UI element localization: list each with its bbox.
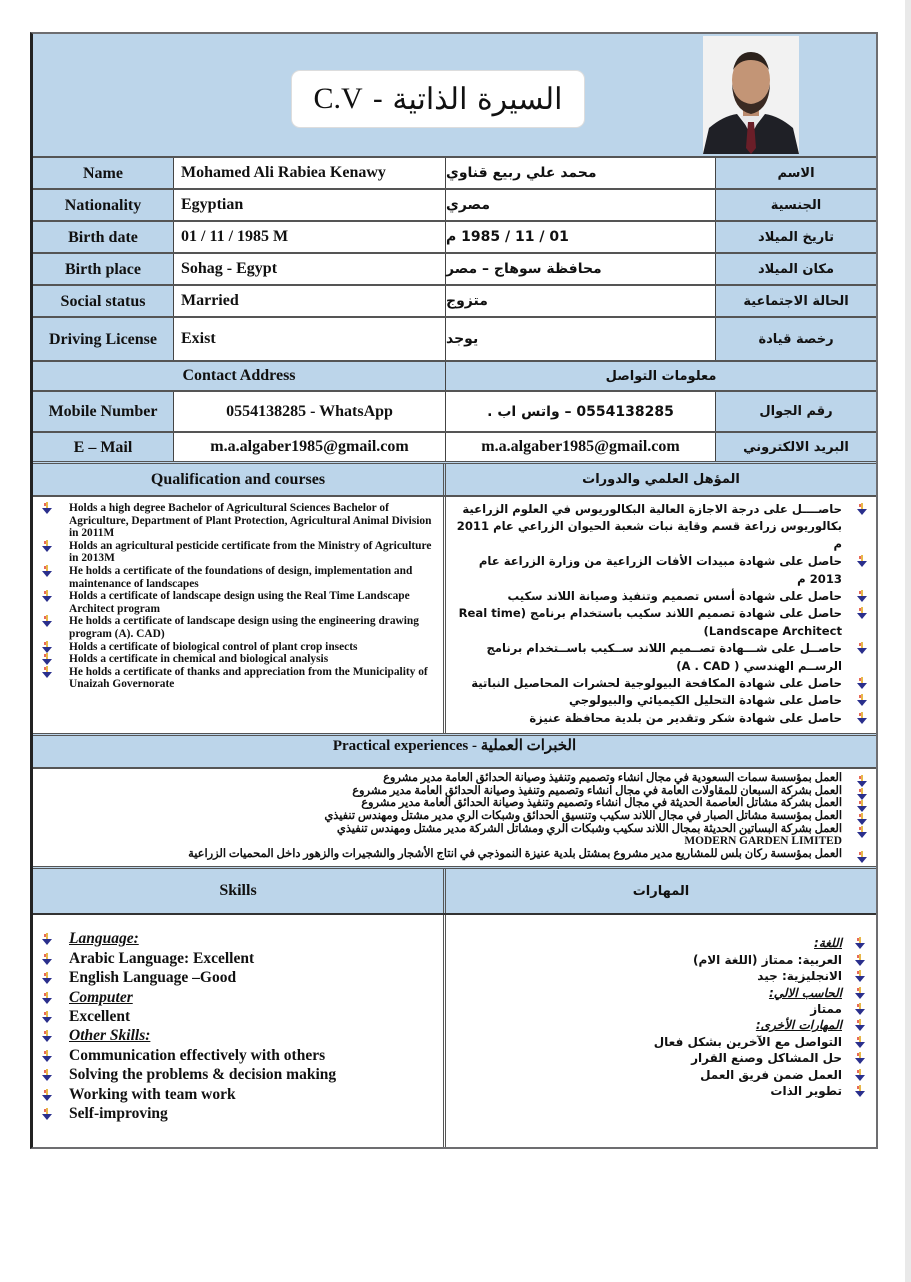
arrow-bullet-icon (856, 694, 868, 706)
field-label-en: Social status (33, 286, 174, 316)
qualification-item-ar (450, 675, 872, 692)
field-value-ar: محمد علي ربيع قناوي (446, 158, 716, 188)
experience-item-text: العمل بمؤسسة ركان بلس للمشاريع مدير مشروع بمشتل بلدية عنيزة النموذجي في انتاج الأشجار والشجيرات والزهور داخل المحميات الزراعية (188, 847, 842, 860)
experience-item (37, 823, 872, 836)
skill-item-ar (452, 1083, 870, 1099)
email-value-ar[interactable]: m.a.algaber1985@gmail.com (446, 433, 716, 461)
page-edge (905, 0, 911, 1282)
qualifications-body (33, 495, 876, 733)
arrow-bullet-icon (41, 666, 53, 678)
skill-item-en-text: English Language –Good (69, 969, 237, 987)
qualification-item-ar (450, 692, 872, 709)
qualifications-list-en (33, 497, 446, 733)
qualification-item-ar-text: حاصل على شهادة أسس تصميم وتنفيذ وصيانة اللاند سكيب (507, 589, 842, 604)
arrow-bullet-icon (41, 1069, 53, 1081)
mobile-label-en: Mobile Number (33, 392, 174, 431)
skill-item-en (37, 988, 439, 1007)
experience-item (37, 785, 872, 798)
qualification-item-ar-text: حاصــــل على درجة الاجازة العالية البكالوريوس في العلوم الزراعية بكالوريوس زراعة قسم وقاية نبات شعبة الحيوان الزراعي عام 2011 م (456, 502, 842, 551)
mobile-value-ar: 0554138285 – واتس اب . (446, 392, 716, 431)
personal-row (33, 156, 876, 188)
cv-header (33, 34, 876, 156)
field-value-en: Egyptian (174, 190, 446, 220)
skill-item-ar-text: الحاسب الالي: (768, 985, 842, 1000)
qualifications-heading-ar: المؤهل العلمي والدورات (582, 472, 740, 487)
arrow-bullet-icon (41, 1030, 53, 1042)
qualification-item-ar-text: حاصل على شهادة تصميم اللاند سكيب باستخدام برنامج (Real time Landscape Architect) (458, 606, 842, 638)
qualification-item-en-text: Holds a certificate of biological control of plant crop insects (69, 640, 358, 653)
arrow-bullet-icon (41, 992, 53, 1004)
skill-item-ar-text: المهارات الأخرى: (755, 1018, 842, 1033)
qualification-item-en-text: He holds a certificate of the foundations of design, implementation and maintenance of landscapes (69, 564, 413, 590)
qualification-item-en-text: Holds a high degree Bachelor of Agricultural Sciences Bachelor of Agriculture, Department of Plant Protection, Agricultural Animal Division in 2011M (69, 502, 432, 540)
qualification-item-ar-text: حاصل على شهادة شكر وتقدير من بلدية محافظة عنيزة (529, 710, 842, 725)
experience-item-text: العمل بمؤسسة سمات السعودية في مجال انشاء وتصميم وتنفيذ وصيانة الحدائق العامة مدير مشروع (383, 772, 842, 785)
experience-item (37, 810, 872, 823)
arrow-bullet-icon (41, 1108, 53, 1120)
field-label-ar: الاسم (716, 158, 876, 188)
arrow-bullet-icon (41, 540, 53, 552)
skills-list-ar (446, 915, 876, 1147)
skill-item-ar (452, 1034, 870, 1050)
field-label-ar: مكان الميلاد (716, 254, 876, 284)
qualification-item-ar-text: حاصل على شهادة المكافحة البيولوجية لحشرات المحاصيل النباتية (471, 676, 842, 691)
personal-row (33, 316, 876, 360)
field-label-ar: الحالة الاجتماعية (716, 286, 876, 316)
qualification-item-ar (450, 640, 872, 675)
qualification-item-en (37, 615, 439, 640)
arrow-bullet-icon (856, 712, 868, 724)
arrow-bullet-icon (854, 1019, 866, 1031)
arrow-bullet-icon (856, 590, 868, 602)
field-label-en: Driving License (33, 318, 174, 360)
personal-row (33, 220, 876, 252)
skills-heading-ar: المهارات (632, 883, 690, 899)
company-name-english: MODERN GARDEN LIMITED (684, 835, 842, 848)
arrow-bullet-icon (854, 1036, 866, 1048)
qualification-item-ar (450, 588, 872, 605)
skill-item-en (37, 1085, 439, 1104)
qualifications-list-ar (446, 497, 876, 733)
qualification-item-ar-text: حاصل على شهادة مبيدات الأفات الزراعية من وزارة الزراعة عام 2013 م (478, 554, 842, 586)
skill-item-ar-text: ممتاز (810, 1002, 842, 1017)
skill-item-en (37, 1046, 439, 1065)
email-label-en: E – Mail (33, 433, 174, 461)
field-label-ar: رخصة قيادة (716, 318, 876, 360)
skill-item-en-text: Self-improving (69, 1105, 168, 1123)
experience-list (33, 767, 876, 866)
qualification-item-en-text: He holds a certificate of thanks and appreciation from the Municipality of Unaizah Governorate (69, 665, 428, 691)
field-value-ar: يوجد (446, 318, 716, 360)
contact-heading-row (33, 360, 876, 390)
personal-row (33, 188, 876, 220)
arrow-bullet-icon (41, 1011, 53, 1023)
qualification-item-en (37, 502, 439, 540)
arrow-bullet-icon (41, 933, 53, 945)
arrow-bullet-icon (41, 972, 53, 984)
skill-item-ar (452, 968, 870, 984)
experience-item-text: العمل بشركة السبعان للمقاولات العامة في مجال انشاء وتصميم وتنفيذ وصيانة الحدائق العامة مدير مشروع (352, 784, 842, 797)
qualification-item-ar-text: حاصل على شهادة التحليل الكيميائي والبيولوجي (569, 693, 842, 708)
title-english: C.V (313, 82, 363, 115)
qualification-item-ar (450, 501, 872, 553)
skill-item-en (37, 1065, 439, 1084)
personal-row (33, 252, 876, 284)
contact-heading-en: Contact Address (33, 362, 446, 390)
email-label-ar: البريد الالكتروني (716, 433, 876, 461)
arrow-bullet-icon (854, 1085, 866, 1097)
arrow-bullet-icon (41, 1089, 53, 1101)
skill-item-ar (452, 1050, 870, 1066)
arrow-bullet-icon (854, 954, 866, 966)
skill-item-ar-text: التواصل مع الآخرين بشكل فعال (653, 1034, 842, 1049)
skill-item-en-text: Language: (69, 930, 139, 948)
arrow-bullet-icon (856, 851, 868, 863)
skill-item-en (37, 949, 439, 968)
arrow-bullet-icon (41, 653, 53, 665)
skill-item-ar-text: حل المشاكل وصنع القرار (691, 1051, 842, 1066)
skills-heading-en: Skills (33, 869, 446, 913)
cv-title-box (291, 70, 585, 128)
skill-item-ar (452, 1017, 870, 1033)
skill-item-en-text: Computer (69, 988, 133, 1006)
arrow-bullet-icon (41, 641, 53, 653)
experience-item-text: العمل بشركة البساتين الحديثة بمجال اللاند سكيب وشبكات الري ومشاتل الشركة مدير مشتل ومهندس تنفيذي (336, 822, 842, 835)
qualification-item-ar (450, 553, 872, 588)
skills-heading-row (33, 866, 876, 915)
email-row (33, 431, 876, 461)
skill-item-ar (452, 1067, 870, 1083)
qualification-item-en (37, 666, 439, 691)
skill-item-ar (452, 935, 870, 951)
qualification-item-en (37, 653, 439, 666)
skill-item-ar-text: العربية: ممتاز (اللغة الام) (692, 952, 842, 967)
arrow-bullet-icon (854, 970, 866, 982)
field-value-en: Exist (174, 318, 446, 360)
qualification-item-en (37, 590, 439, 615)
field-label-ar: تاريخ الميلاد (716, 222, 876, 252)
skill-item-ar-text: اللغة: (814, 936, 842, 951)
skill-item-en (37, 968, 439, 987)
experience-item-text: العمل بشركة مشاتل العاصمة الحديثة في مجال انشاء وتصميم وتنفيذ وصيانة الحدائق العامة مدير مشروع (361, 797, 842, 810)
skill-item-ar-text: العمل ضمن فريق العمل (700, 1067, 842, 1082)
skill-item-en-text: Other Skills: (69, 1027, 151, 1045)
arrow-bullet-icon (856, 642, 868, 654)
qualification-item-en-text: Holds a certificate in chemical and biological analysis (69, 653, 329, 666)
skill-item-en-text: Solving the problems & decision making (69, 1066, 337, 1084)
cv-document (30, 32, 878, 1149)
field-label-en: Name (33, 158, 174, 188)
field-value-ar: مصري (446, 190, 716, 220)
experience-item (37, 772, 872, 785)
qualification-item-en (37, 540, 439, 565)
arrow-bullet-icon (856, 607, 868, 619)
title-arabic: السيرة الذاتية - (372, 81, 563, 117)
skill-item-en (37, 1104, 439, 1123)
arrow-bullet-icon (41, 615, 53, 627)
experience-item (37, 797, 872, 810)
skill-item-en-text: Arabic Language: Excellent (69, 949, 255, 967)
field-label-en: Nationality (33, 190, 174, 220)
field-value-ar: 01 / 11 / 1985 م (446, 222, 716, 252)
field-value-en: Mohamed Ali Rabiea Kenawy (174, 158, 446, 188)
arrow-bullet-icon (41, 565, 53, 577)
arrow-bullet-icon (41, 1050, 53, 1062)
arrow-bullet-icon (856, 555, 868, 567)
arrow-bullet-icon (41, 590, 53, 602)
arrow-bullet-icon (856, 503, 868, 515)
arrow-bullet-icon (41, 502, 53, 514)
contact-heading-ar: معلومات التواصل (605, 368, 717, 384)
skill-item-en (37, 929, 439, 948)
experience-item (37, 848, 872, 861)
arrow-bullet-icon (854, 937, 866, 949)
profile-photo (703, 36, 799, 154)
arrow-bullet-icon (41, 953, 53, 965)
skills-list-en (33, 915, 446, 1147)
field-value-en: Sohag - Egypt (174, 254, 446, 284)
skill-item-ar (452, 1001, 870, 1017)
skill-item-ar-text: تطوير الذات (770, 1084, 842, 1099)
skill-item-en-text: Excellent (69, 1008, 131, 1026)
skill-item-ar (452, 985, 870, 1001)
qualification-item-ar (450, 605, 872, 640)
field-value-ar: متزوج (446, 286, 716, 316)
qualification-item-en-text: Holds an agricultural pesticide certificate from the Ministry of Agriculture in 2013M (69, 539, 432, 565)
qualification-item-en (37, 641, 439, 654)
field-label-ar: الجنسية (716, 190, 876, 220)
skill-item-en-text: Working with team work (69, 1085, 236, 1103)
arrow-bullet-icon (854, 1069, 866, 1081)
field-value-ar: محافظة سوهاج – مصر (446, 254, 716, 284)
field-value-en: Married (174, 286, 446, 316)
experience-heading: Practical experiences - الخبرات العملية (33, 733, 876, 767)
qualification-item-en-text: He holds a certificate of landscape design using the engineering drawing program (A). CAD) (69, 615, 419, 640)
experience-item-text: العمل بمؤسسة مشاتل الصبار في مجال اللاند سكيب وتنسيق الحدائق وشبكات الري مدير مشتل ومهندس تنفيذي (324, 810, 842, 823)
skill-item-ar-text: الانجليزية: جيد (757, 969, 842, 984)
skill-item-en (37, 1026, 439, 1045)
mobile-label-ar: رقم الجوال (716, 392, 876, 431)
qualifications-heading-en: Qualification and courses (33, 464, 446, 495)
personal-row (33, 284, 876, 316)
field-label-en: Birth date (33, 222, 174, 252)
qualification-item-en-text: Holds a certificate of landscape design using the Real Time Landscape Architect program (69, 590, 410, 615)
qualification-item-ar-text: حاصــل على شـــهادة تصــميم اللاند ســكيب باســتخدام برنامج الرســم الهندسي ( A . CAD) (486, 641, 842, 673)
arrow-bullet-icon (854, 1052, 866, 1064)
skills-body (33, 915, 876, 1147)
qualification-item-ar (450, 710, 872, 727)
mobile-row (33, 390, 876, 431)
arrow-bullet-icon (854, 1003, 866, 1015)
mobile-value-en: 0554138285 - WhatsApp (174, 392, 446, 431)
email-value-en[interactable]: m.a.algaber1985@gmail.com (174, 433, 446, 461)
skill-item-en-text: Communication effectively with others (69, 1046, 326, 1064)
qualifications-heading-row (33, 461, 876, 495)
field-value-en: 01 / 11 / 1985 M (174, 222, 446, 252)
qualification-item-en (37, 565, 439, 590)
skill-item-en (37, 1007, 439, 1026)
arrow-bullet-icon (856, 677, 868, 689)
skill-item-ar (452, 952, 870, 968)
field-label-en: Birth place (33, 254, 174, 284)
arrow-bullet-icon (854, 987, 866, 999)
